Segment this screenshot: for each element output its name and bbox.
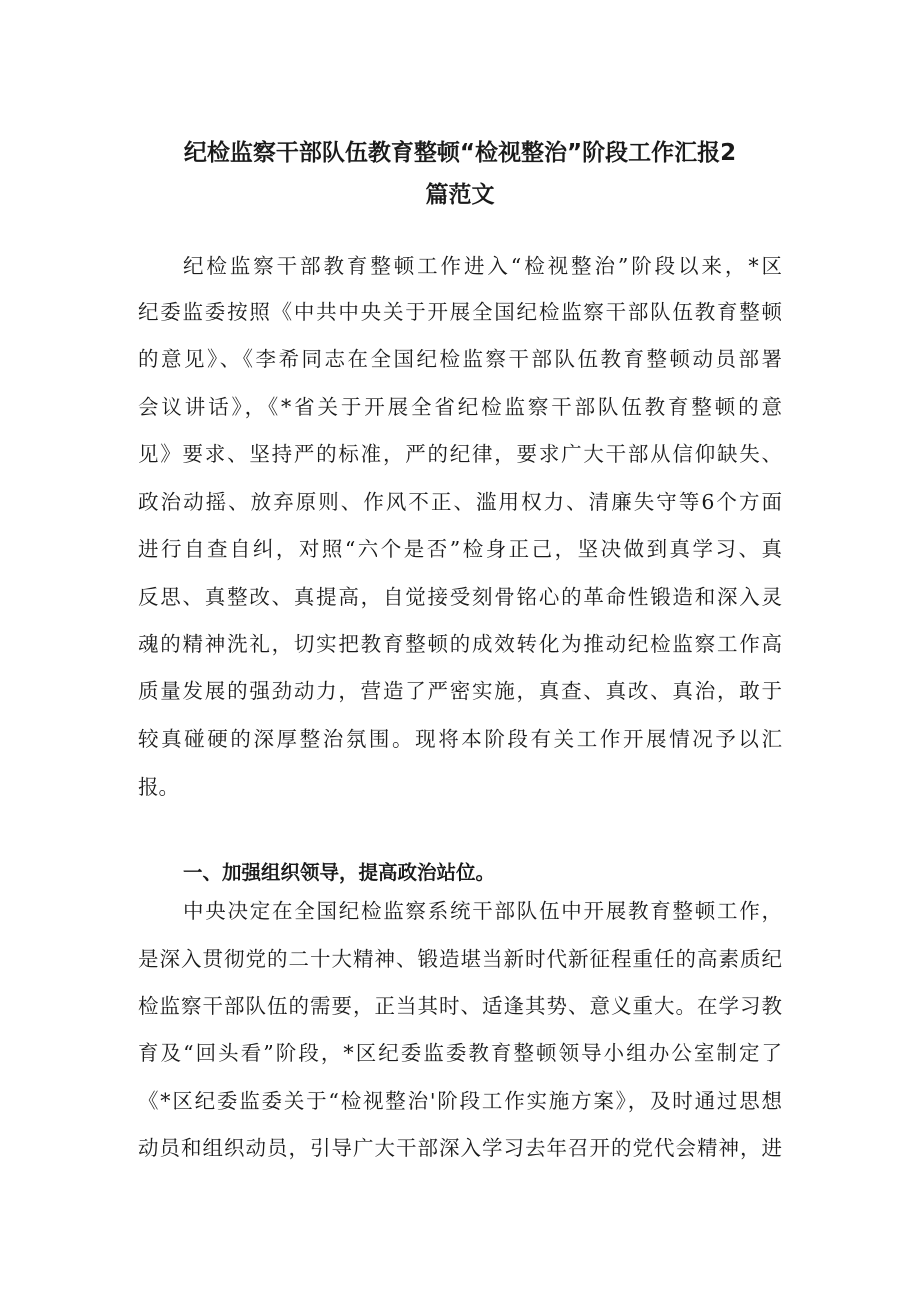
paragraph-1-line: 较真碰硬的深厚整治氛围。现将本阶段有关工作开展情况予以汇 [138, 727, 782, 751]
paragraph-2-line: 检监察干部队伍的需要，正当其时、适逢其势、意义重大。在学习教 [138, 994, 782, 1018]
paragraph-2-line: 动员和组织动员，引导广大干部深入学习去年召开的党代会精神，进 [138, 1136, 782, 1160]
paragraph-1-line: 的意见》、《李希同志在全国纪检监察干部队伍教育整顿动员部署 [138, 347, 782, 371]
paragraph-1-line: 纪检监察干部教育整顿工作进入“检视整治”阶段以来，*区 [183, 254, 782, 278]
paragraph-1-line: 进行自查自纠，对照“六个是否”检身正己，坚决做到真学习、真 [138, 537, 782, 561]
paragraph-1-line: 反思、真整改、真提高，自觉接受刻骨铭心的革命性锻造和深入灵 [138, 585, 782, 609]
section-1-heading: 一、加强组织领导，提高政治站位。 [183, 861, 496, 885]
document-title-line-2: 篇范文 [425, 182, 495, 208]
paragraph-1-line: 报。 [138, 775, 179, 799]
document-title-line-1: 纪检监察干部队伍教育整顿“检视整治”阶段工作汇报2 [183, 140, 737, 166]
paragraph-1-line: 纪委监委按照《中共中央关于开展全国纪检监察干部队伍教育整顿 [138, 300, 782, 324]
paragraph-2-line: 育及“回头看”阶段，*区纪委监委教育整顿领导小组办公室制定了 [138, 1041, 782, 1065]
paragraph-2-line: 中央决定在全国纪检监察系统干部队伍中开展教育整顿工作， [183, 899, 782, 923]
paragraph-1-line: 会议讲话》，《*省关于开展全省纪检监察干部队伍教育整顿的意 [138, 395, 782, 419]
paragraph-2-line: 是深入贯彻党的二十大精神、锻造堪当新时代新征程重任的高素质纪 [138, 947, 782, 971]
paragraph-1-line: 政治动摇、放弃原则、作风不正、滥用权力、清廉失守等6个方面 [138, 490, 782, 514]
paragraph-2-line: 《*区纪委监委关于“检视整治'阶段工作实施方案》，及时通过思想 [138, 1089, 782, 1113]
paragraph-1-line: 魂的精神洗礼，切实把教育整顿的成效转化为推动纪检监察工作高 [138, 632, 782, 656]
paragraph-1-line: 见》要求、坚持严的标准，严的纪律，要求广大干部从信仰缺失、 [138, 442, 782, 466]
paragraph-1-line: 质量发展的强劲动力，营造了严密实施，真查、真改、真治，敢于 [138, 679, 782, 703]
